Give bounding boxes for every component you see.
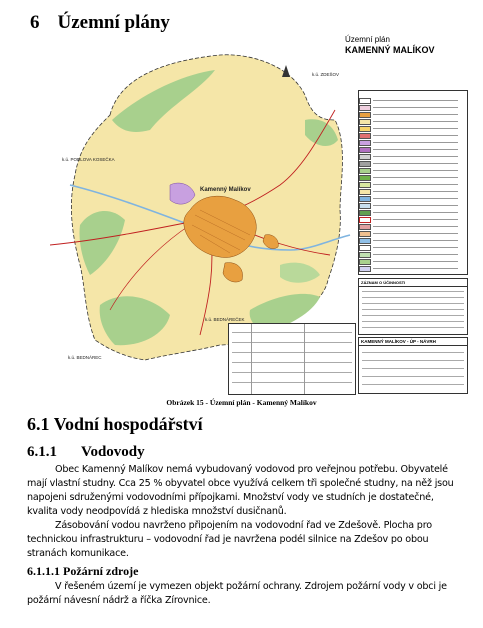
place-label: Kamenný Malíkov	[200, 187, 251, 193]
map-legend	[358, 90, 468, 275]
subsubsection-number: 6.1.1.1	[27, 564, 60, 578]
section-number: 6.1	[27, 414, 50, 434]
paragraph: V řešeném území je vymezen objekt požární ochrany. Zdrojem požární vody v obci je požární návesní nádrž a říčka Zírovnice.	[27, 581, 447, 606]
place-label: k.ú. PODLOVA KOSEČKA	[62, 157, 115, 162]
map-figure	[50, 35, 470, 395]
body-text	[27, 463, 467, 519]
title-stamp	[358, 337, 468, 394]
map-title-line1: Územní plán	[345, 35, 390, 44]
validity-record-title: ZÁZNAM O ÚČINNOSTI	[359, 279, 467, 287]
place-label: k.ú. BEDNÁREČEK	[205, 317, 245, 322]
subsubsection-title: Požární zdroje	[63, 564, 139, 578]
map-title	[345, 35, 435, 56]
subsection-heading	[27, 444, 145, 461]
paragraph: Obec Kamenný Malíkov nemá vybudovaný vodovod pro veřejnou potřebu. Obyvatelé mají vlastní studny. Cca 25 % obyvatel obce využívá celkem tři společné studny, na něž jsou napojeni sdruženými vodovodními přípojkami. Množství vody ve studních je dostatečné, kvalita vody neodpovídá z hlediska množství dusičnanů.	[27, 464, 454, 517]
chapter-number: 6	[30, 12, 40, 33]
section-heading	[27, 414, 203, 435]
place-label: k.ú. ZDEŠOV	[312, 72, 340, 77]
section-title: Vodní hospodářství	[53, 414, 203, 434]
subsection-number: 6.1.1	[27, 444, 57, 460]
paragraph: Zásobování vodou navrženo připojením na vodovodní řad ve Zdešově. Plocha pro technickou infrastrukturu – vodovodní řad je navržena podél silnice na Zdešov po obou stranách komunikace.	[27, 520, 432, 559]
map-title-line2: KAMENNÝ MALÍKOV	[345, 45, 435, 55]
place-label: k.ú. BEDNÁREC	[68, 355, 102, 360]
subsubsection-heading	[27, 564, 138, 579]
subsection-title: Vodovody	[81, 444, 145, 460]
body-text	[27, 519, 467, 561]
change-table	[228, 323, 356, 395]
chapter-title: Územní plány	[57, 12, 170, 33]
chapter-heading	[30, 12, 170, 34]
body-text	[27, 580, 467, 608]
validity-record	[358, 278, 468, 335]
title-stamp-name: KAMENNÝ MALÍKOV - ÚP - NÁVRH	[359, 338, 467, 346]
figure-caption: Obrázek 15 - Územní plán - Kamenný Malíkov	[166, 398, 317, 407]
